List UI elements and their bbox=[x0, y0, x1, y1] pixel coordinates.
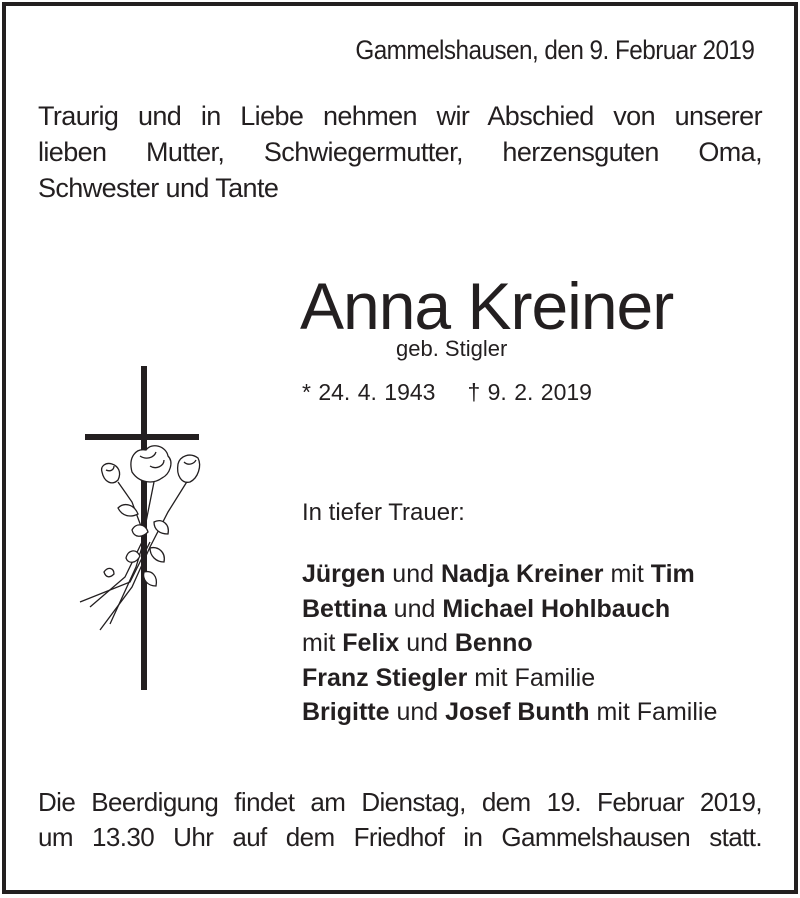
funeral-line: Die Beerdigung findet am Dienstag, dem 19. Februar 2019, bbox=[38, 787, 762, 817]
mourner-line bbox=[302, 695, 717, 730]
mourner-connector: mit Familie bbox=[589, 698, 718, 726]
mourner-connector: und bbox=[399, 629, 455, 657]
mourner-name: Tim bbox=[650, 560, 695, 588]
mourner-name: Franz Stiegler bbox=[302, 663, 468, 692]
mourners-list bbox=[302, 557, 717, 730]
deceased-name: Anna Kreiner bbox=[300, 269, 674, 343]
mourner-line bbox=[302, 661, 717, 696]
intro-text bbox=[38, 98, 762, 206]
mourner-connector: und bbox=[389, 698, 446, 726]
mourning-heading: In tiefer Trauer: bbox=[302, 499, 465, 526]
birth-name: geb. Stigler bbox=[396, 336, 508, 361]
mourner-connector: mit bbox=[302, 629, 343, 657]
mourner-name: Brigitte bbox=[302, 698, 390, 726]
funeral-line: um 13.30 Uhr auf dem Friedhof in Gammelshausen statt. bbox=[38, 822, 762, 852]
birth-date: * 24. 4. 1943 bbox=[302, 379, 436, 405]
funeral-notice bbox=[38, 785, 762, 855]
death-date: † 9. 2. 2019 bbox=[467, 379, 592, 405]
intro-line: Traurig und in Liebe nehmen wir Abschied von unserer bbox=[38, 101, 762, 131]
mourner-connector: und bbox=[386, 594, 443, 623]
dateline bbox=[311, 35, 754, 66]
mourner-name: Nadja Kreiner bbox=[440, 560, 604, 588]
mourner-connector: mit Familie bbox=[467, 663, 596, 692]
mourner-line bbox=[302, 626, 717, 661]
mourner-line bbox=[302, 557, 717, 592]
mourner-connector: mit bbox=[603, 560, 651, 588]
intro-line: lieben Mutter, Schwiegermutter, herzensguten Oma, bbox=[38, 137, 762, 167]
mourner-name: Benno bbox=[454, 629, 533, 657]
mourner-line bbox=[302, 592, 717, 627]
mourner-name: Michael Hohlbauch bbox=[442, 594, 671, 623]
mourner-name: Felix bbox=[342, 629, 400, 657]
life-dates bbox=[302, 379, 592, 406]
mourner-name: Josef Bunth bbox=[445, 698, 590, 726]
intro-line: Schwester und Tante bbox=[38, 173, 279, 203]
cross-with-roses-icon bbox=[70, 362, 210, 692]
mourner-name: Jürgen bbox=[302, 560, 386, 588]
mourner-name: Bettina bbox=[302, 594, 387, 623]
mourner-connector: und bbox=[385, 560, 441, 588]
dateline-text: Gammelshausen, den 9. Februar 2019 bbox=[354, 35, 754, 65]
